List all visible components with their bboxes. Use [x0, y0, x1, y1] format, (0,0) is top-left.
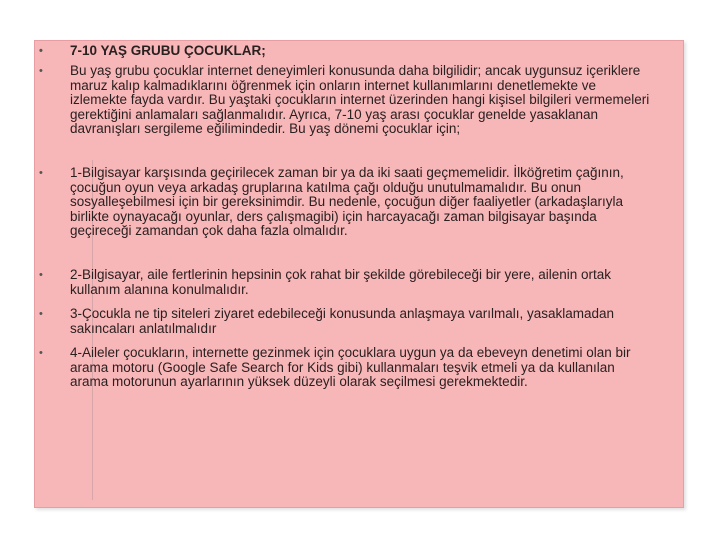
paragraph-text: 3-Çocukla ne tip siteleri ziyaret edebileceği konusunda anlaşmaya varılmalı, yasaklamadan sakıncaları anlatılmalıdır: [70, 306, 615, 336]
list-item: [34, 346, 654, 389]
list-item: [34, 64, 654, 136]
list-item: [34, 166, 654, 238]
bullet-icon: •: [39, 45, 43, 57]
bullet-icon: •: [39, 308, 43, 321]
bullet-icon: •: [39, 347, 43, 360]
bullet-icon: •: [39, 65, 43, 78]
bullet-icon: •: [39, 167, 43, 180]
list-item: [34, 307, 654, 336]
paragraph-text: 4-Aileler çocukların, internette gezinmek için çocuklara uygun ya da ebeveyn denetimi olan bir arama motoru (Google Safe Search for Kids gibi) kullanmaları teşvik etmeli ya da kullanılan arama motorunun ayarlarının yüksek düzeyli olarak seçilmesi gerekmektedir.: [70, 345, 631, 389]
list-item: [34, 44, 654, 58]
slide-content: [34, 40, 684, 389]
paragraph-text: Bu yaş grubu çocuklar internet deneyimleri konusunda daha bilgilidir; ancak uygunsuz içeriklere maruz kalıp kalmadıklarını öğrenmek için onların internet kullanımlarını denetlemekte ve izlemekte fayda vardır. Bu yaştaki çocukların internet üzerinden hangi kişisel bilgileri vermemeleri gerektiğini anlamaları sağlanmalıdır. Ayrıca, 7-10 yaş arası çocuklar genelde yasaklanan davranışları sergileme eğilimindedir. Bu yaş dönemi çocuklar için;: [70, 63, 650, 137]
bullet-list: [34, 44, 654, 389]
paragraph-text: 2-Bilgisayar, aile fertlerinin hepsinin çok rahat bir şekilde görebileceği bir yere, ailenin ortak kullanım alanına konulmalıdır.: [70, 267, 612, 297]
paragraph-text: 1-Bilgisayar karşısında geçirilecek zaman bir ya da iki saati geçmemelidir. İlköğretim çağının, çocuğun oyun veya arkadaş gruplarına katılma çağı olduğu unutulmamalıdır. Bu onun sosyalleşebilmesi için bir gereksinimdir. Bu nedenle, çocuğun diğer faaliyetler (arkadaşlarıyla birlikte oynayacağı oyunlar, ders çalışmagibi) için harcayacağı zaman bilgisayar başında geçireceği zamandan çok daha fazla olmalıdır.: [70, 165, 624, 239]
list-item: [34, 268, 654, 297]
heading-text: 7-10 YAŞ GRUBU ÇOCUKLAR;: [70, 43, 266, 58]
bullet-icon: •: [39, 269, 43, 282]
